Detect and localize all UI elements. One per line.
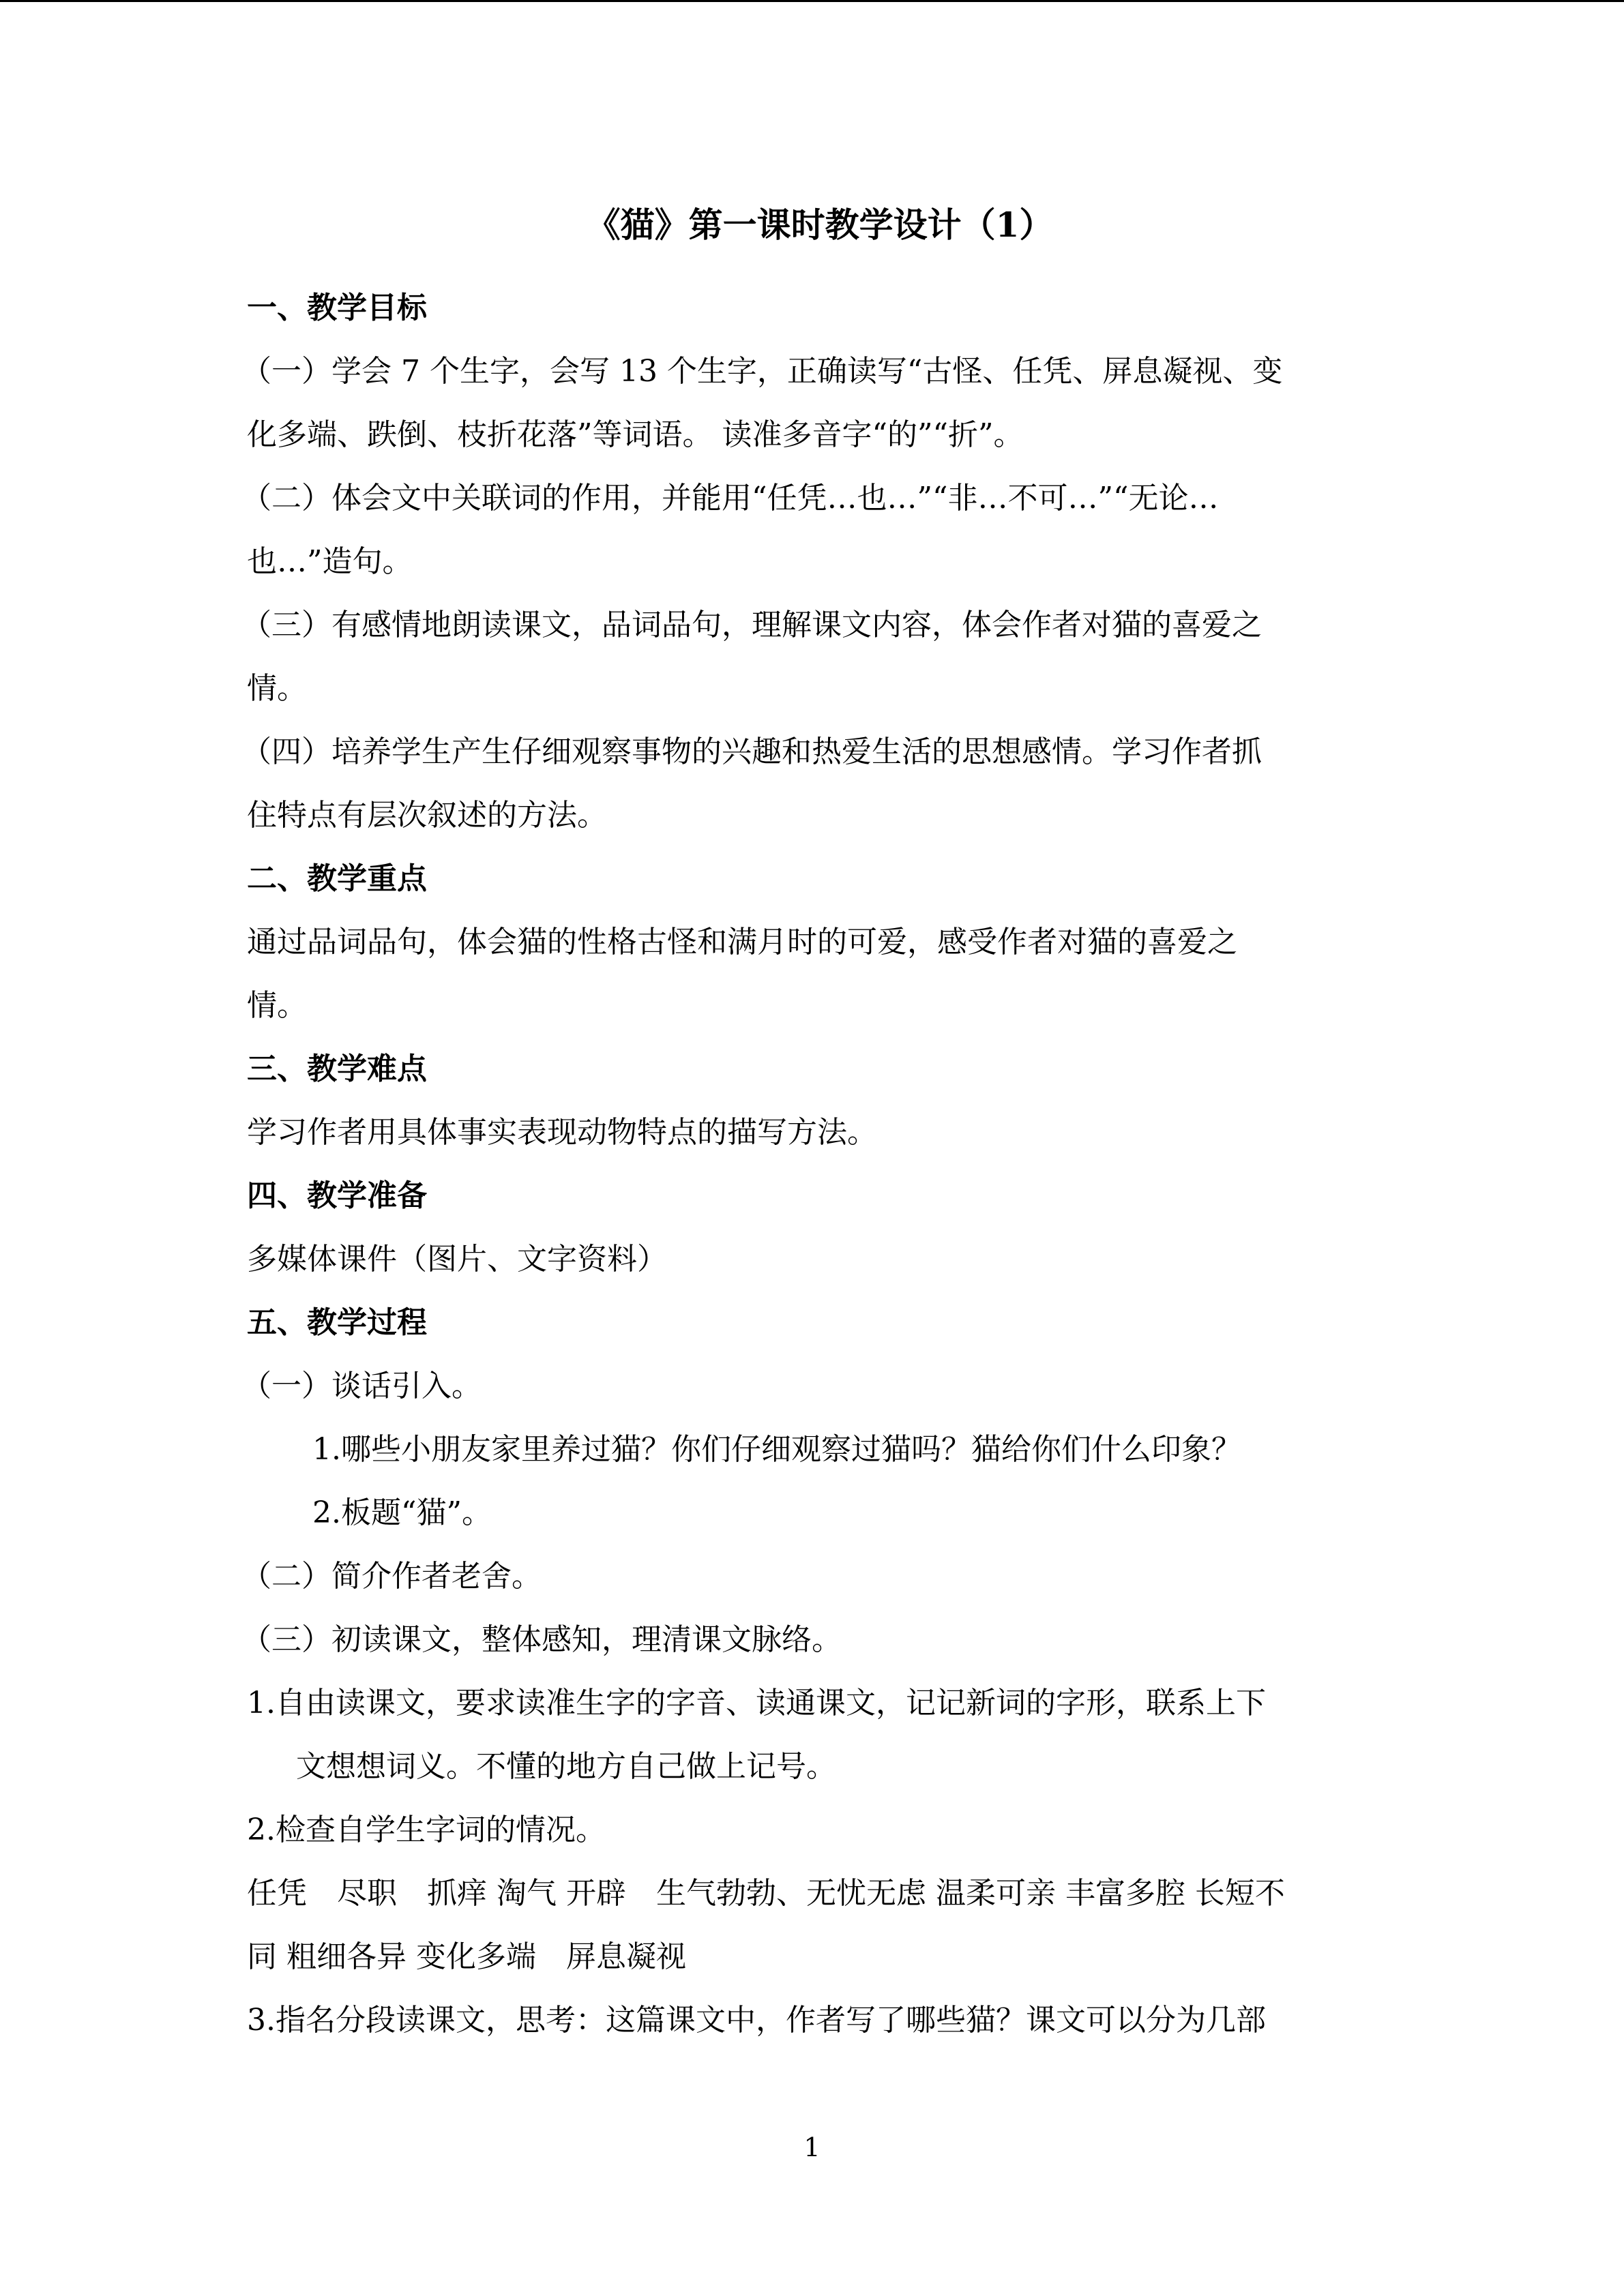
- process-step-3-item-3: 3.指名分段读课文，思考：这篇课文中，作者写了哪些猫？课文可以分为几部: [247, 2003, 1266, 2038]
- objective-1-line-1: （一）学会 7 个生字，会写 13 个生字，正确读写“古怪、任凭、屏息凝视、变: [241, 354, 1283, 389]
- process-step-1-item-2: 2.板题“猫”。: [312, 1495, 492, 1530]
- section-heading-key-points: 二、教学重点: [247, 861, 427, 896]
- process-step-3-item-1-line-1: 1.自由读课文，要求读准生字的字音、读通课文，记记新词的字形，联系上下: [247, 1686, 1266, 1720]
- process-step-3-item-1-line-2: 文想想词义。不懂的地方自己做上记号。: [296, 1749, 836, 1784]
- document-title: 《猫》第一课时教学设计（1）: [586, 205, 1054, 245]
- key-points-line-2: 情。: [247, 988, 307, 1023]
- objective-2-line-1: （二）体会文中关联词的作用，并能用“任凭…也…”“非…不可…”“无论…: [241, 481, 1219, 516]
- process-step-2: （二）简介作者老舍。: [241, 1559, 542, 1594]
- process-step-1-item-1: 1.哪些小朋友家里养过猫？你们仔细观察过猫吗？猫给你们什么印象？: [312, 1432, 1241, 1467]
- objective-2-line-2: 也…”造句。: [247, 544, 413, 579]
- objective-1-line-2: 化多端、跌倒、枝折花落”等词语。 读准多音字“的”“折”。: [247, 417, 1024, 452]
- difficulties-line-1: 学习作者用具体事实表现动物特点的描写方法。: [247, 1115, 877, 1150]
- vocabulary-list-line-2: 同 粗细各异 变化多端 屏息凝视: [247, 1939, 686, 1974]
- preparation-line-1: 多媒体课件（图片、文字资料）: [247, 1242, 667, 1277]
- objective-4-line-2: 住特点有层次叙述的方法。: [247, 798, 607, 833]
- vocabulary-list-line-1: 任凭 尽职 抓痒 淘气 开辟 生气勃勃、无忧无虑 温柔可亲 丰富多腔 长短不: [247, 1876, 1285, 1911]
- section-heading-difficulties: 三、教学难点: [247, 1052, 427, 1086]
- objective-4-line-1: （四）培养学生产生仔细观察事物的兴趣和热爱生活的思想感情。学习作者抓: [241, 734, 1262, 769]
- section-heading-preparation: 四、教学准备: [247, 1178, 427, 1213]
- process-step-3: （三）初读课文，整体感知，理清课文脉络。: [241, 1622, 842, 1657]
- document-body: [241, 205, 1393, 2052]
- objective-3-line-1: （三）有感情地朗读课文，品词品句，理解课文内容，体会作者对猫的喜爱之: [241, 608, 1262, 642]
- process-step-1: （一）谈话引入。: [241, 1369, 482, 1403]
- page-number: 1: [803, 2132, 821, 2162]
- page-top-border: [0, 0, 1624, 2]
- process-step-3-item-2: 2.检查自学生字词的情况。: [247, 1813, 606, 1847]
- section-heading-process: 五、教学过程: [247, 1305, 427, 1340]
- objective-3-line-2: 情。: [247, 671, 307, 706]
- key-points-line-1: 通过品词品句，体会猫的性格古怪和满月时的可爱，感受作者对猫的喜爱之: [247, 925, 1237, 959]
- section-heading-objectives: 一、教学目标: [247, 290, 427, 325]
